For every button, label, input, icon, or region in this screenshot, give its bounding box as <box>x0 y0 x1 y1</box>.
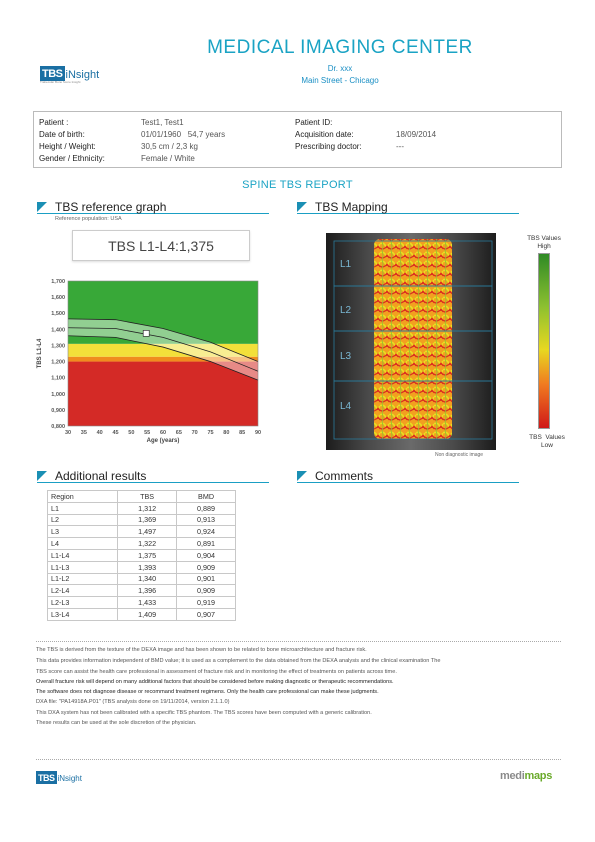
vertebra-label-l3: L3 <box>340 351 352 362</box>
results-table <box>47 490 236 621</box>
x-tick-label: 70 <box>191 430 198 436</box>
table-row <box>48 526 236 538</box>
footer-tbs-logo <box>36 771 82 784</box>
cell-tbs: 1,340 <box>118 573 177 585</box>
non-diagnostic-note: Non diagnostic image <box>435 452 484 458</box>
table-row <box>48 502 236 514</box>
cell-tbs: 1,433 <box>118 597 177 609</box>
footer-logo-tbs-mark: TBS <box>38 773 55 783</box>
x-tick-label: 75 <box>207 430 214 436</box>
header-tbs: TBS <box>118 491 177 503</box>
x-tick-label: 80 <box>223 430 230 436</box>
table-row <box>48 597 236 609</box>
cell-tbs: 1,393 <box>118 561 177 573</box>
table-row <box>48 538 236 550</box>
scale-low-line1: TBS Values <box>529 434 565 441</box>
table-row <box>48 585 236 597</box>
y-tick-label: 1,700 <box>51 279 65 285</box>
cell-bmd: 0,889 <box>177 502 236 514</box>
x-tick-label: 40 <box>96 430 103 436</box>
table-row <box>48 514 236 526</box>
cell-tbs: 1,322 <box>118 538 177 550</box>
cell-tbs: 1,497 <box>118 526 177 538</box>
section-mapping-title: TBS Mapping <box>315 200 388 214</box>
zone-degraded <box>68 362 258 426</box>
medimaps-logo-part1: medi <box>500 770 525 782</box>
vertebra-label-l4: L4 <box>340 401 352 412</box>
y-tick-label: 1,600 <box>51 295 65 302</box>
x-tick-label: 60 <box>159 430 167 436</box>
cell-bmd: 0,907 <box>177 608 236 620</box>
cell-bmd: 0,904 <box>177 549 236 561</box>
y-tick-label: 0,900 <box>51 407 65 414</box>
cell-bmd: 0,909 <box>177 585 236 597</box>
cell-bmd: 0,891 <box>177 538 236 550</box>
cell-region: L1-L3 <box>48 561 118 573</box>
section-ref-graph-title: TBS reference graph <box>55 200 167 214</box>
doctor-name: Dr. xxx <box>327 64 353 73</box>
footer-line: The TBS is derived from the texture of the DEXA image and has been shown to be related to bone microarchitecture and fracture risk. <box>36 647 367 653</box>
section-marker-icon <box>297 202 307 212</box>
y-tick-label: 1,500 <box>51 311 65 318</box>
logo-tagline: Trabecular Bone Score Insight <box>40 80 81 84</box>
logo-tbs-mark: TBS <box>42 68 63 80</box>
cell-tbs: 1,375 <box>118 549 177 561</box>
x-axis-label: Age (years) <box>146 438 180 444</box>
section-mapping <box>297 200 519 214</box>
patient-label: Patient : <box>39 118 69 127</box>
cell-bmd: 0,924 <box>177 526 236 538</box>
table-row <box>48 561 236 573</box>
footer-line: Overall fracture risk will depend on many additional factors that should be considered before making diagnostic or therapeutic recommendations. <box>36 679 394 685</box>
medimaps-logo <box>500 770 552 782</box>
section-additional-title: Additional results <box>55 469 147 483</box>
patient-id-label: Patient ID: <box>295 118 333 127</box>
spine-texture-map <box>374 239 452 439</box>
scale-high-line1: TBS Values <box>527 235 561 242</box>
acquisition-date-label: Acquisition date: <box>295 130 354 139</box>
cell-region: L2 <box>48 514 118 526</box>
footer-line: These results can be used at the sole discretion of the physician. <box>36 720 197 726</box>
center-name: MEDICAL IMAGING CENTER <box>207 37 473 58</box>
height-weight-value: 30,5 cm / 2,3 kg <box>141 142 198 151</box>
y-tick-label: 1,300 <box>51 343 65 350</box>
footer-line: The software does not diagnose disease or recommand treatment regimens. Only the health care professional can make these judgments. <box>36 689 379 695</box>
section-comments <box>297 469 519 483</box>
y-tick-label: 1,200 <box>51 359 65 366</box>
y-tick-label: 1,100 <box>51 375 65 382</box>
header-region: Region <box>48 491 118 503</box>
tbs-mapping-image <box>326 233 496 450</box>
height-weight-label: Height / Weight: <box>39 142 96 151</box>
y-tick-label: 1,400 <box>51 327 65 334</box>
tbs-reference-chart <box>33 272 269 457</box>
footer-divider-top <box>36 641 561 642</box>
cell-region: L1-L2 <box>48 573 118 585</box>
cell-tbs: 1,396 <box>118 585 177 597</box>
medimaps-logo-part2: maps <box>524 770 553 782</box>
section-additional <box>37 469 269 483</box>
table-row <box>48 549 236 561</box>
prescribing-doctor-label: Prescribing doctor: <box>295 142 362 151</box>
tbs-insight-logo <box>40 66 100 84</box>
prescribing-doctor-value: --- <box>396 142 404 151</box>
cell-region: L3-L4 <box>48 608 118 620</box>
cell-region: L3 <box>48 526 118 538</box>
cell-bmd: 0,901 <box>177 573 236 585</box>
table-header-row <box>48 491 236 503</box>
x-tick-label: 55 <box>144 430 151 436</box>
section-comments-title: Comments <box>315 469 374 483</box>
scale-high-line2: High <box>537 243 551 250</box>
cell-tbs: 1,312 <box>118 502 177 514</box>
patient-info-box <box>33 111 562 168</box>
footer-logo-insight-text: iNsight <box>57 774 82 783</box>
footer-line: This data provides information independent of BMD value; it is used as a complement to the data obtained from the DEXA analysis and the clinical examination The <box>36 658 441 664</box>
x-tick-label: 65 <box>175 430 182 436</box>
x-tick-label: 45 <box>112 430 119 436</box>
table-row <box>48 608 236 620</box>
section-marker-icon <box>297 471 307 481</box>
header-bmd: BMD <box>177 491 236 503</box>
report-title: SPINE TBS REPORT <box>242 179 353 191</box>
scale-low-label <box>521 434 573 450</box>
dob-label: Date of birth: <box>39 130 85 139</box>
cell-bmd: 0,913 <box>177 514 236 526</box>
center-address: Main Street - Chicago <box>301 76 379 85</box>
footer-line: TBS score can assist the health care professional in assessment of fracture risk and in monitoring the effect of treatments on patients across time. <box>36 669 397 675</box>
cell-bmd: 0,909 <box>177 561 236 573</box>
x-tick-label: 90 <box>254 430 262 436</box>
cell-region: L1-L4 <box>48 549 118 561</box>
acquisition-date-value: 18/09/2014 <box>396 130 437 139</box>
reference-population: Reference population: USA <box>55 216 122 222</box>
x-tick-label: 35 <box>80 430 87 436</box>
gender-value: Female / White <box>141 154 195 163</box>
cell-region: L2-L3 <box>48 597 118 609</box>
footer-line: DXA file: "PA14918A.P01" (TBS analysis done on 19/11/2014, version 2.1.1.0) <box>36 699 230 705</box>
cell-tbs: 1,409 <box>118 608 177 620</box>
patient-value: Test1, Test1 <box>141 118 184 127</box>
y-tick-label: 1,000 <box>51 391 65 398</box>
gender-label: Gender / Ethnicity: <box>39 154 105 163</box>
tbs-color-scale <box>538 253 550 429</box>
y-axis-label: TBS L1-L4 <box>37 338 43 369</box>
x-tick-label: 30 <box>64 430 72 436</box>
cell-region: L4 <box>48 538 118 550</box>
cell-region: L1 <box>48 502 118 514</box>
footer-line: This DXA system has not been calibrated with a specific TBS phantom. The TBS scores have been computed with a generic calibration. <box>36 710 372 716</box>
tbs-value-box: TBS L1-L4:1,375 <box>72 230 250 261</box>
footer-divider-bottom <box>36 759 561 760</box>
cell-bmd: 0,919 <box>177 597 236 609</box>
scale-high-label <box>521 235 567 251</box>
scale-low-line2: Low <box>541 442 553 449</box>
table-row <box>48 573 236 585</box>
vertebra-label-l2: L2 <box>340 305 352 316</box>
y-tick-label: 0,800 <box>51 424 65 430</box>
patient-point <box>143 330 149 336</box>
section-marker-icon <box>37 471 47 481</box>
logo-insight-text: iNsight <box>65 69 100 81</box>
x-tick-label: 50 <box>128 430 135 436</box>
x-tick-label: 85 <box>239 430 246 436</box>
section-marker-icon <box>37 202 47 212</box>
cell-region: L2-L4 <box>48 585 118 597</box>
section-ref-graph <box>37 200 269 214</box>
dob-value: 01/01/1960 54,7 years <box>141 130 226 139</box>
cell-tbs: 1,369 <box>118 514 177 526</box>
vertebra-label-l1: L1 <box>340 259 352 270</box>
